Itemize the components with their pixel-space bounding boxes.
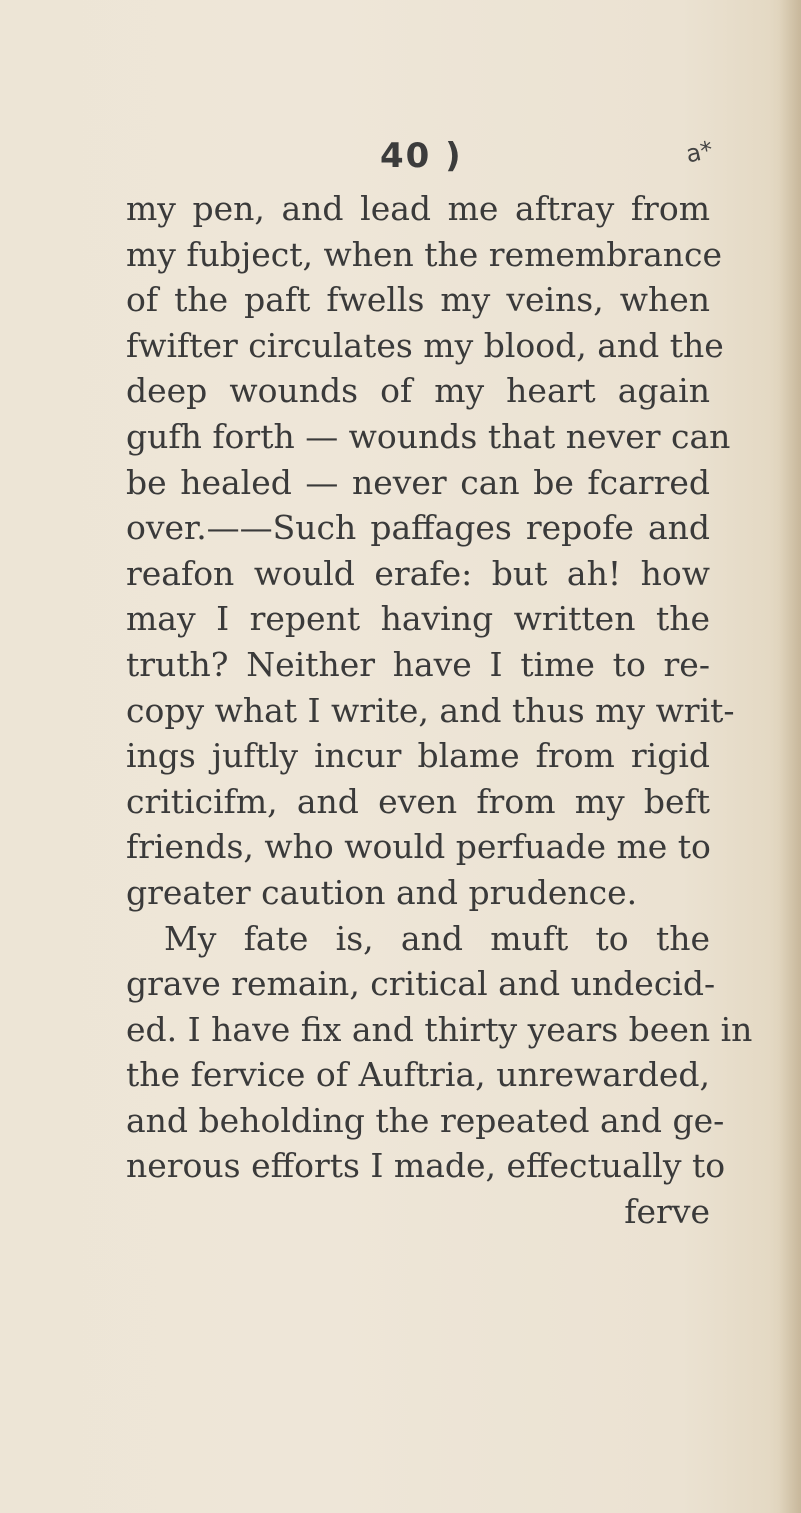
page-edge-shadow	[779, 0, 801, 1513]
text-line: grave remain, critical and undecid-	[126, 964, 716, 1004]
text-line: be healed — never can be fcarred	[126, 462, 710, 502]
page-number: 40 )	[380, 136, 463, 176]
text-line: my pen, and lead me aftray from	[126, 189, 710, 228]
text-line: gufh forth — wounds that never can	[126, 416, 731, 456]
body-text	[126, 186, 753, 1235]
text-line: ed. I have fix and thirty years been in	[126, 1009, 753, 1049]
handwritten-mark: a*	[683, 135, 716, 169]
text-line: of the paft fwells my veins, when	[126, 280, 710, 320]
text-line: deep wounds of my heart again	[126, 371, 710, 411]
text-line: copy what I write, and thus my writ-	[126, 690, 735, 730]
text-line: friends, who would perfuade me to	[126, 827, 711, 867]
text-line: may I repent having written the	[126, 599, 710, 639]
text-line: my fubject, when the remembrance	[126, 234, 723, 274]
text-line: and beholding the repeated and ge-	[126, 1100, 725, 1140]
text-line: ings juftly incur blame from rigid	[126, 736, 710, 776]
text-line-paragraph-end: greater caution and prudence.	[126, 872, 638, 912]
text-line-paragraph-start: My fate is, and muft to the	[164, 918, 710, 958]
text-line: criticifm, and even from my beft	[126, 781, 710, 821]
text-line: fwifter circulates my blood, and the	[126, 325, 724, 365]
text-line: reafon would erafe: but ah! how	[126, 553, 710, 593]
text-line: nerous efforts I made, effectually to	[126, 1146, 726, 1186]
text-line: the fervice of Auftria, unrewarded,	[126, 1055, 710, 1095]
text-line: over.——Such paffages repofe and	[126, 508, 710, 548]
catchword: ferve	[624, 1192, 710, 1232]
text-line: truth? Neither have I time to re-	[126, 644, 710, 684]
